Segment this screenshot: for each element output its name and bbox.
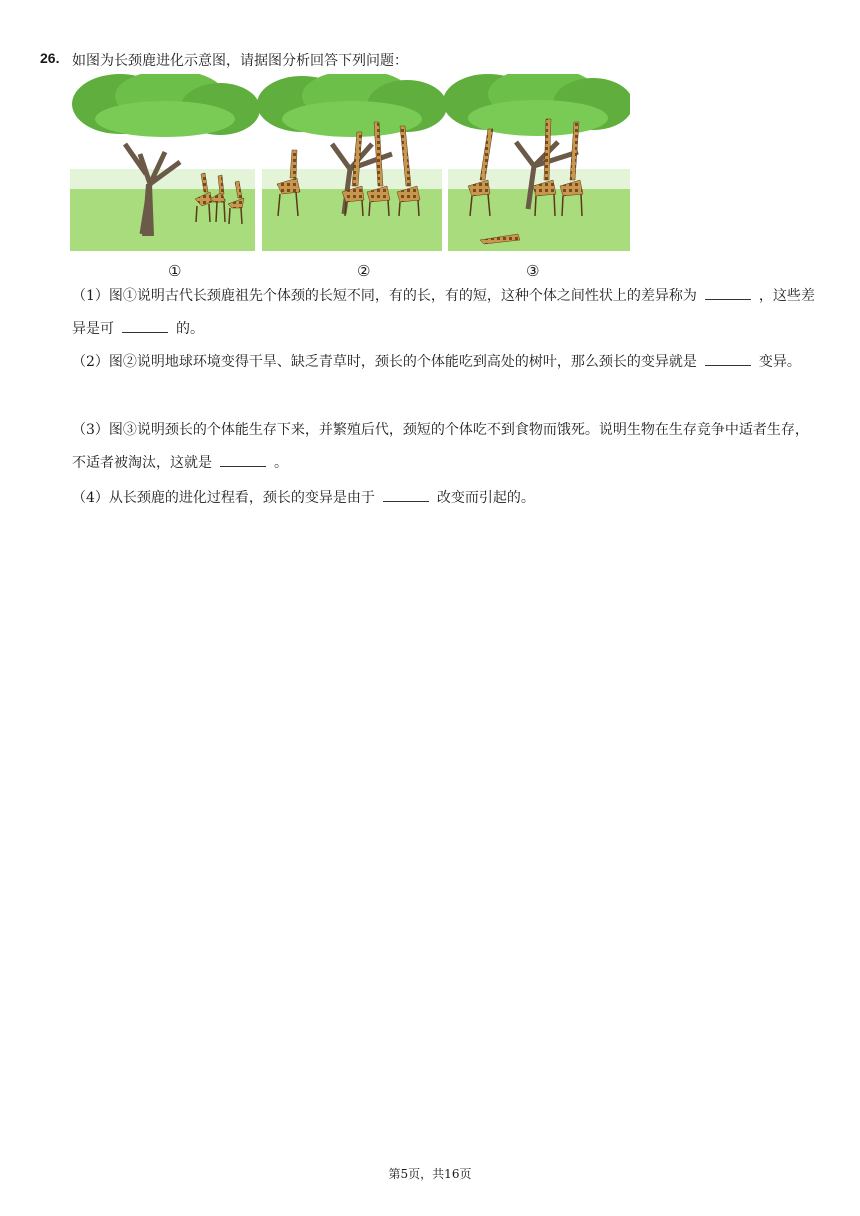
answer-blank[interactable] (705, 353, 751, 366)
part-4-text-end: 改变而引起的。 (436, 490, 535, 506)
panel-label-3: ③ (526, 262, 540, 280)
part-1-text-end: 的。 (176, 321, 204, 337)
panel-label-1: ① (168, 262, 182, 280)
answer-blank[interactable] (122, 320, 168, 333)
answer-blank[interactable] (705, 287, 751, 300)
giraffe-evolution-figure (70, 74, 630, 254)
panel-label-2: ② (357, 262, 371, 280)
question-part-1 (72, 280, 822, 346)
part-3-text-end: 。 (274, 455, 288, 471)
part-2-text: （2）图②说明地球环境变得干旱、缺乏青草时，颈长的个体能吃到高处的树叶，那么颈长的变异就是 (72, 354, 697, 370)
part-1-text-mid: ，这些差异是可 (72, 288, 815, 337)
question-number: 26. (40, 50, 60, 66)
answer-blank[interactable] (220, 454, 266, 467)
answer-blank[interactable] (383, 489, 429, 502)
panel-1-image (70, 74, 260, 251)
question-stem: 如图为长颈鹿进化示意图，请据图分析回答下列问题： (72, 53, 408, 69)
part-4-text: （4）从长颈鹿的进化过程看，颈长的变异是由于 (72, 490, 375, 506)
part-3-text: （3）图③说明颈长的个体能生存下来，并繁殖后代，颈短的个体吃不到食物而饿死。说明生物在生存竞争中适者生存，不适者被淘汰，这就是 (72, 422, 809, 471)
question-part-3 (72, 414, 822, 480)
question-part-4 (72, 482, 822, 515)
page-footer: 第5页，共16页 (388, 1167, 472, 1181)
part-2-text-end: 变异。 (758, 354, 801, 370)
panel-2-image (257, 74, 447, 251)
panel-3-image (443, 74, 630, 251)
question-part-2 (72, 346, 822, 379)
part-1-text: （1）图①说明古代长颈鹿祖先个体颈的长短不同，有的长，有的短，这种个体之间性状上的差异称为 (72, 288, 697, 304)
